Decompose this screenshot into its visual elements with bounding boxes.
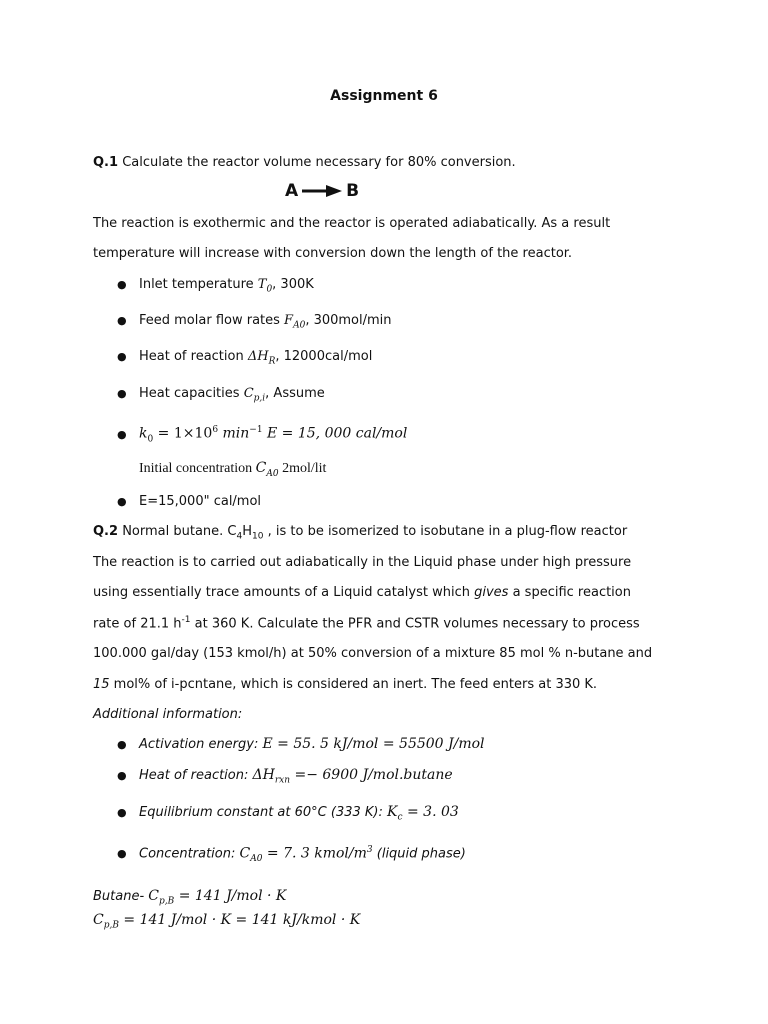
q1-initial-concentration: Initial concentration $C_{A0}$ 2mol/lit (139, 460, 327, 479)
product: B (346, 181, 360, 201)
q1-bullet-feed-flow: ● Feed molar flow rates $F_{A0}$, 300mol/min (117, 313, 392, 331)
q1-bullet-heat-reaction: ● Heat of reaction $\Delta H_R$, 12000cal/mol (117, 349, 373, 367)
q1-bullet-activation: ● E=15,000" cal/mol (117, 494, 262, 509)
q2-label: Q.2 (93, 524, 119, 539)
q2-bullet-equilibrium: ● Equilibrium constant at 60°C (333 K): $K_c = 3$. 03 (117, 804, 459, 823)
reaction-equation (285, 181, 359, 201)
q2-line2: The reaction is to carried out adiabatically in the Liquid phase under high pressure (93, 555, 632, 570)
q1-label: Q.1 (93, 155, 119, 170)
bullet-icon: ● (117, 427, 127, 441)
q2-line1: Q.2 Normal butane. $C_4H_{10}$ , is to be isomerized to isobutane in a plug-flow reactor (93, 524, 628, 542)
q2-bullet-concentration: ● Concentration: $C_{A0} = 7$. 3 kmol/$m^3$ (liquid phase) (117, 845, 466, 864)
page-title: Assignment 6 (330, 88, 438, 104)
reactant: A (285, 181, 299, 201)
bullet-icon: ● (117, 314, 127, 327)
q1-prompt (93, 155, 516, 170)
q2-bullet-activation-energy: ● Activation energy: E = 55. 5 kJ/mol = 55500 J/mol (117, 736, 485, 752)
q2-heat-capacity-butane: Butane- $C_{p,B} = 141$ J/mol · K (93, 888, 287, 907)
q2-additional-info: Additional information: (93, 707, 243, 722)
q1-desc-line1: The reaction is exothermic and the reactor is operated adiabatically. As a result (93, 216, 611, 231)
q2-line3: using essentially trace amounts of a Liquid catalyst which gives a specific reaction (93, 585, 631, 600)
right-arrow-icon (302, 184, 342, 198)
q1-bullet-rate-constant: ● $k_0 = 1\times 10^6$ $\min^{-1} E = 15$, 000 cal/mol (117, 425, 408, 445)
q1-text: Calculate the reactor volume necessary for 80% conversion. (122, 155, 516, 170)
bullet-icon: ● (117, 806, 127, 819)
q1-desc-line2: temperature will increase with conversion down the length of the reactor. (93, 246, 573, 261)
q2-bullet-heat-reaction: ● Heat of reaction: $\Delta H_{rxn} =- 6900$ J/mol.butane (117, 767, 453, 786)
bullet-icon: ● (117, 387, 127, 400)
q1-bullet-heat-capacity: ● Heat capacities $C_{p,i}$, Assume (117, 386, 325, 404)
bullet-icon: ● (117, 847, 127, 861)
bullet-icon: ● (117, 350, 127, 363)
bullet-icon: ● (117, 769, 127, 782)
q2-heat-capacity-conversion: $C_{p,B} = 141$ J/mol · K = 141 kJ/kmol · K (93, 912, 361, 931)
q1-bullet-inlet-temp: ● Inlet temperature $T_0$, 300K (117, 277, 314, 295)
bullet-icon: ● (117, 495, 127, 508)
q2-line5: 100.000 gal/day (153 kmol/h) at 50% conversion of a mixture 85 mol % n-butane and (93, 646, 653, 661)
q2-line4: rate of 21.1 $h^{-1}$ at 360 K. Calculate the PFR and CSTR volumes necessary to process (93, 615, 640, 632)
bullet-icon: ● (117, 278, 127, 291)
q2-line6: 15 mol% of i-pcntane, which is considered an inert. The feed enters at 330 K. (93, 677, 598, 692)
bullet-icon: ● (117, 738, 127, 751)
